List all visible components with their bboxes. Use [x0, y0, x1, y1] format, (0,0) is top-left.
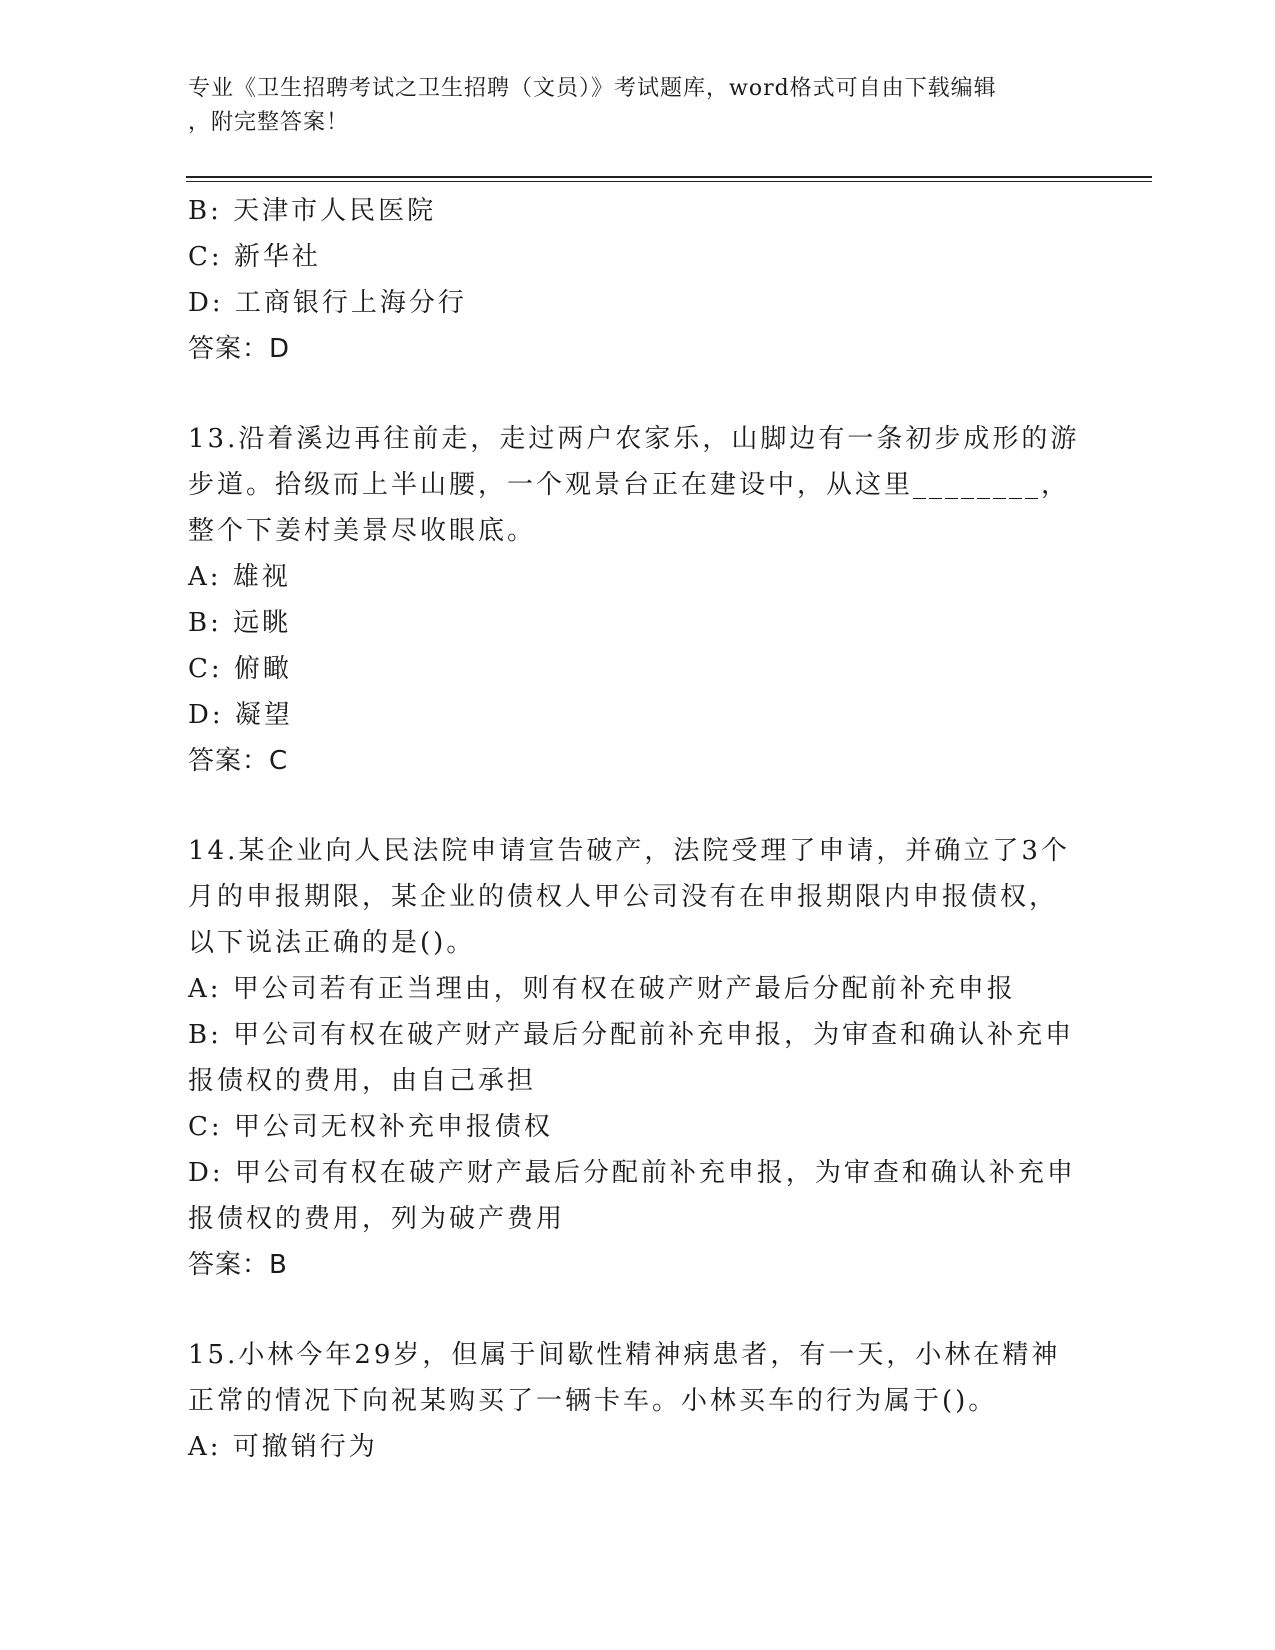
answer-label: 答案：D	[188, 334, 291, 364]
option-b: B: 天津市人民医院	[188, 196, 437, 226]
option-d: D: 凝望	[188, 700, 293, 730]
option-a: A: 雄视	[188, 562, 291, 592]
option-a: A: 甲公司若有正当理由，则有权在破产财产最后分配前补充申报	[188, 974, 1016, 1004]
option-d: D: 甲公司有权在破产财产最后分配前补充申报，为审查和确认补充申	[188, 1158, 1076, 1188]
option-a: A: 可撤销行为	[188, 1432, 378, 1462]
header-rule-thick	[186, 176, 1152, 178]
option-b-continued: 报债权的费用，由自己承担	[188, 1066, 537, 1096]
question-14-stem: 14.某企业向人民法院申请宣告破产，法院受理了申请，并确立了3个	[188, 836, 1070, 866]
option-b: B: 远眺	[188, 608, 292, 638]
answer-label: 答案：C	[188, 746, 289, 776]
header-line-2: ，附完整答案！	[188, 110, 350, 135]
option-c: C: 俯瞰	[188, 654, 292, 684]
option-b: B: 甲公司有权在破产财产最后分配前补充申报，为审查和确认补充申	[188, 1020, 1075, 1050]
option-c: C: 甲公司无权补充申报债权	[188, 1112, 553, 1142]
option-d-continued: 报债权的费用，列为破产费用	[188, 1204, 566, 1234]
question-13-stem: 整个下姜村美景尽收眼底。	[188, 516, 537, 546]
document-header	[188, 72, 1068, 140]
question-14-stem: 以下说法正确的是()。	[188, 928, 476, 958]
question-content	[188, 188, 1088, 1470]
question-13-stem: 13.沿着溪边再往前走，走过两户农家乐，山脚边有一条初步成形的游	[188, 424, 1080, 454]
question-15-stem: 15.小林今年29岁，但属于间歇性精神病患者，有一天，小林在精神	[188, 1340, 1061, 1370]
header-line-1: 专业《卫生招聘考试之卫生招聘（文员）》考试题库，word格式可自由下载编辑	[188, 76, 997, 101]
answer-label: 答案：B	[188, 1250, 288, 1280]
question-13-stem: 步道。拾级而上半山腰，一个观景台正在建设中，从这里________，	[188, 470, 1071, 500]
header-rule-thin	[186, 181, 1152, 182]
option-c: C: 新华社	[188, 242, 321, 272]
question-15-stem: 正常的情况下向祝某购买了一辆卡车。小林买车的行为属于()。	[188, 1386, 998, 1416]
question-14-stem: 月的申报期限，某企业的债权人甲公司没有在申报期限内申报债权，	[188, 882, 1059, 912]
option-d: D: 工商银行上海分行	[188, 288, 467, 318]
